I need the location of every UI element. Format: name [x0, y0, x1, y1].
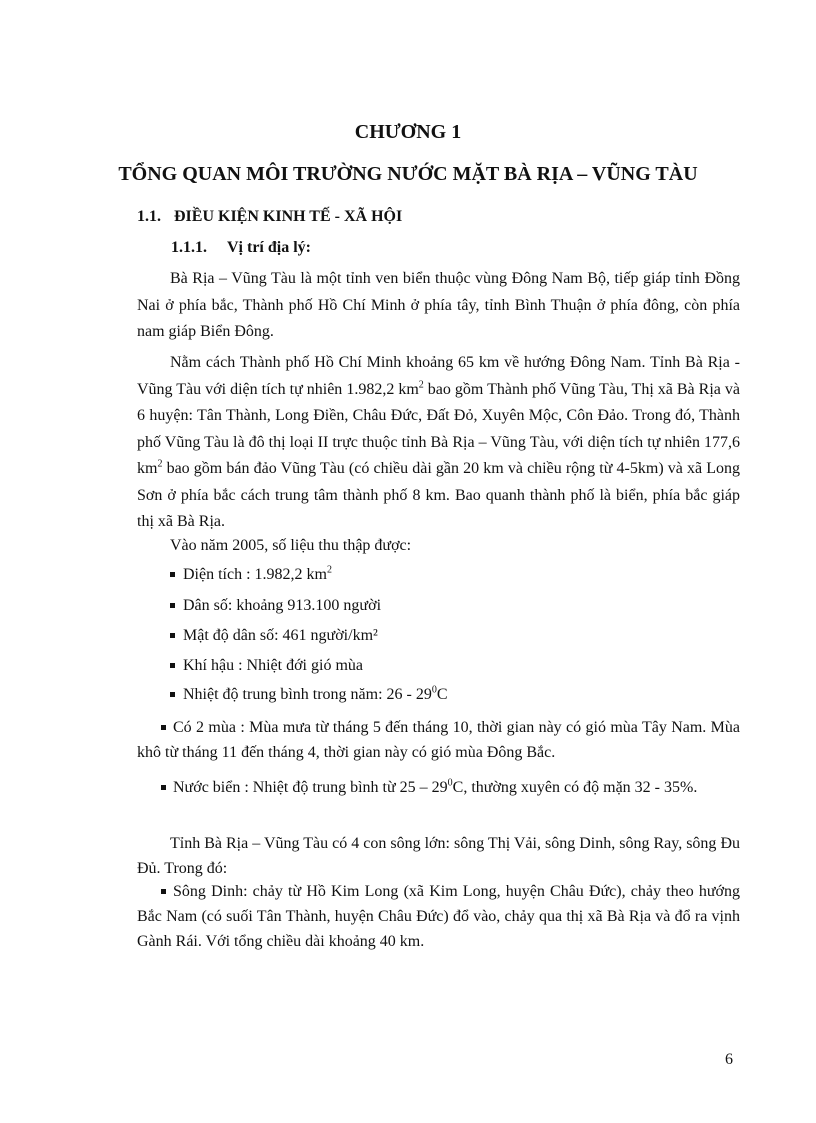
list-item: Có 2 mùa : Mùa mưa từ tháng 5 đến tháng 10, thời gian này có gió mùa Tây Nam. Mùa khô từ tháng 11 đến tháng 4, thời gian này có gió mùa Đông Bắc.: [137, 719, 740, 761]
square-bullet-icon: [170, 572, 175, 577]
list-item: Diện tích : 1.982,2 $km^2$: [170, 566, 332, 584]
square-bullet-icon: [161, 725, 166, 730]
square-bullet-icon: [170, 633, 175, 638]
section-heading: [137, 208, 402, 226]
chapter-title: TỔNG QUAN MÔI TRƯỜNG NƯỚC MẶT BÀ RỊA – VŨNG TÀU: [118, 163, 698, 185]
paragraph-area: [137, 350, 740, 536]
list-item: Nhiệt độ trung bình trong năm: $26 - 29^0C$: [170, 686, 448, 704]
paragraph-area-part-2: bao gồm Thành phố Vũng Tàu, Thị xã Bà Rịa và 6 huyện: Tân Thành, Long Điền, Châu Đức, Đất Đỏ, Xuyên Mộc, Côn Đảo. Trong đó, Thành phố Vũng Tàu là đô thị loại II trực thuộc tỉnh Bà Rịa – Vũng Tàu, với diện tích tự nhiên 177,6 km: [137, 380, 740, 477]
subsection-heading: [171, 239, 311, 257]
paragraph-location: Bà Rịa – Vũng Tàu là một tỉnh ven biển thuộc vùng Đông Nam Bộ, tiếp giáp tỉnh Đồng Nai ở phía bắc, Thành phố Hồ Chí Minh ở phía tây, tỉnh Bình Thuận ở phía đông, còn phía nam giáp Biển Đông.: [137, 270, 740, 340]
list-item: Mật độ dân số: 461 người/km²: [170, 627, 378, 645]
paragraph-area-part-3: bao gồm bán đảo Vũng Tàu (có chiều dài gần 20 km và chiều rộng từ 4-5km) và xã Long Sơn ở phía bắc cách trung tâm thành phố 8 km. Bao quanh thành phố là biển, phía bắc giáp thị xã Bà Rịa.: [137, 460, 740, 530]
square-bullet-icon: [161, 889, 166, 894]
square-bullet-icon: [161, 785, 166, 790]
list-item: Dân số: khoảng 913.100 người: [170, 597, 381, 615]
section-text: ĐIỀU KIỆN KINH TẾ - XÃ HỘI: [174, 208, 403, 225]
list-item: Sông Dinh: chảy từ Hồ Kim Long (xã Kim Long, huyện Châu Đức), chảy theo hướng Bắc Nam (có suối Tân Thành, huyện Châu Đức) đổ vào, chảy qua thị xã Bà Rịa và đổ ra vịnh Gành Rái. Với tổng chiều dài khoảng 40 km.: [137, 883, 740, 950]
subsection-text: Vị trí địa lý:: [227, 239, 311, 256]
square-bullet-icon: [170, 603, 175, 608]
superscript: 2: [418, 379, 424, 391]
square-bullet-icon: [170, 663, 175, 668]
list-item: Khí hậu : Nhiệt đới gió mùa: [170, 657, 363, 675]
chapter-heading: CHƯƠNG 1: [354, 121, 462, 143]
paragraph-stats-intro: Vào năm 2005, số liệu thu thập được:: [170, 537, 412, 554]
superscript: 2: [157, 458, 163, 470]
section-number: 1.1.: [137, 208, 161, 225]
list-item: Nước biển : Nhiệt độ trung bình từ $25 - 29^0C$, thường xuyên có độ mặn 32 - 35%.: [137, 775, 740, 800]
subsection-number: 1.1.1.: [171, 239, 207, 256]
paragraph-area-part-1: Nằm cách Thành phố Hồ Chí Minh khoảng 65 km về hướng Đông Nam. Tỉnh Bà Rịa - Vũng Tàu với diện tích tự nhiên 1.982,2 km: [137, 354, 740, 398]
square-bullet-icon: [170, 692, 175, 697]
paragraph-rivers: Tỉnh Bà Rịa – Vũng Tàu có 4 con sông lớn: sông Thị Vải, sông Dinh, sông Ray, sông Đu Đủ. Trong đó:: [137, 835, 740, 877]
page-number: 6: [725, 1051, 733, 1068]
